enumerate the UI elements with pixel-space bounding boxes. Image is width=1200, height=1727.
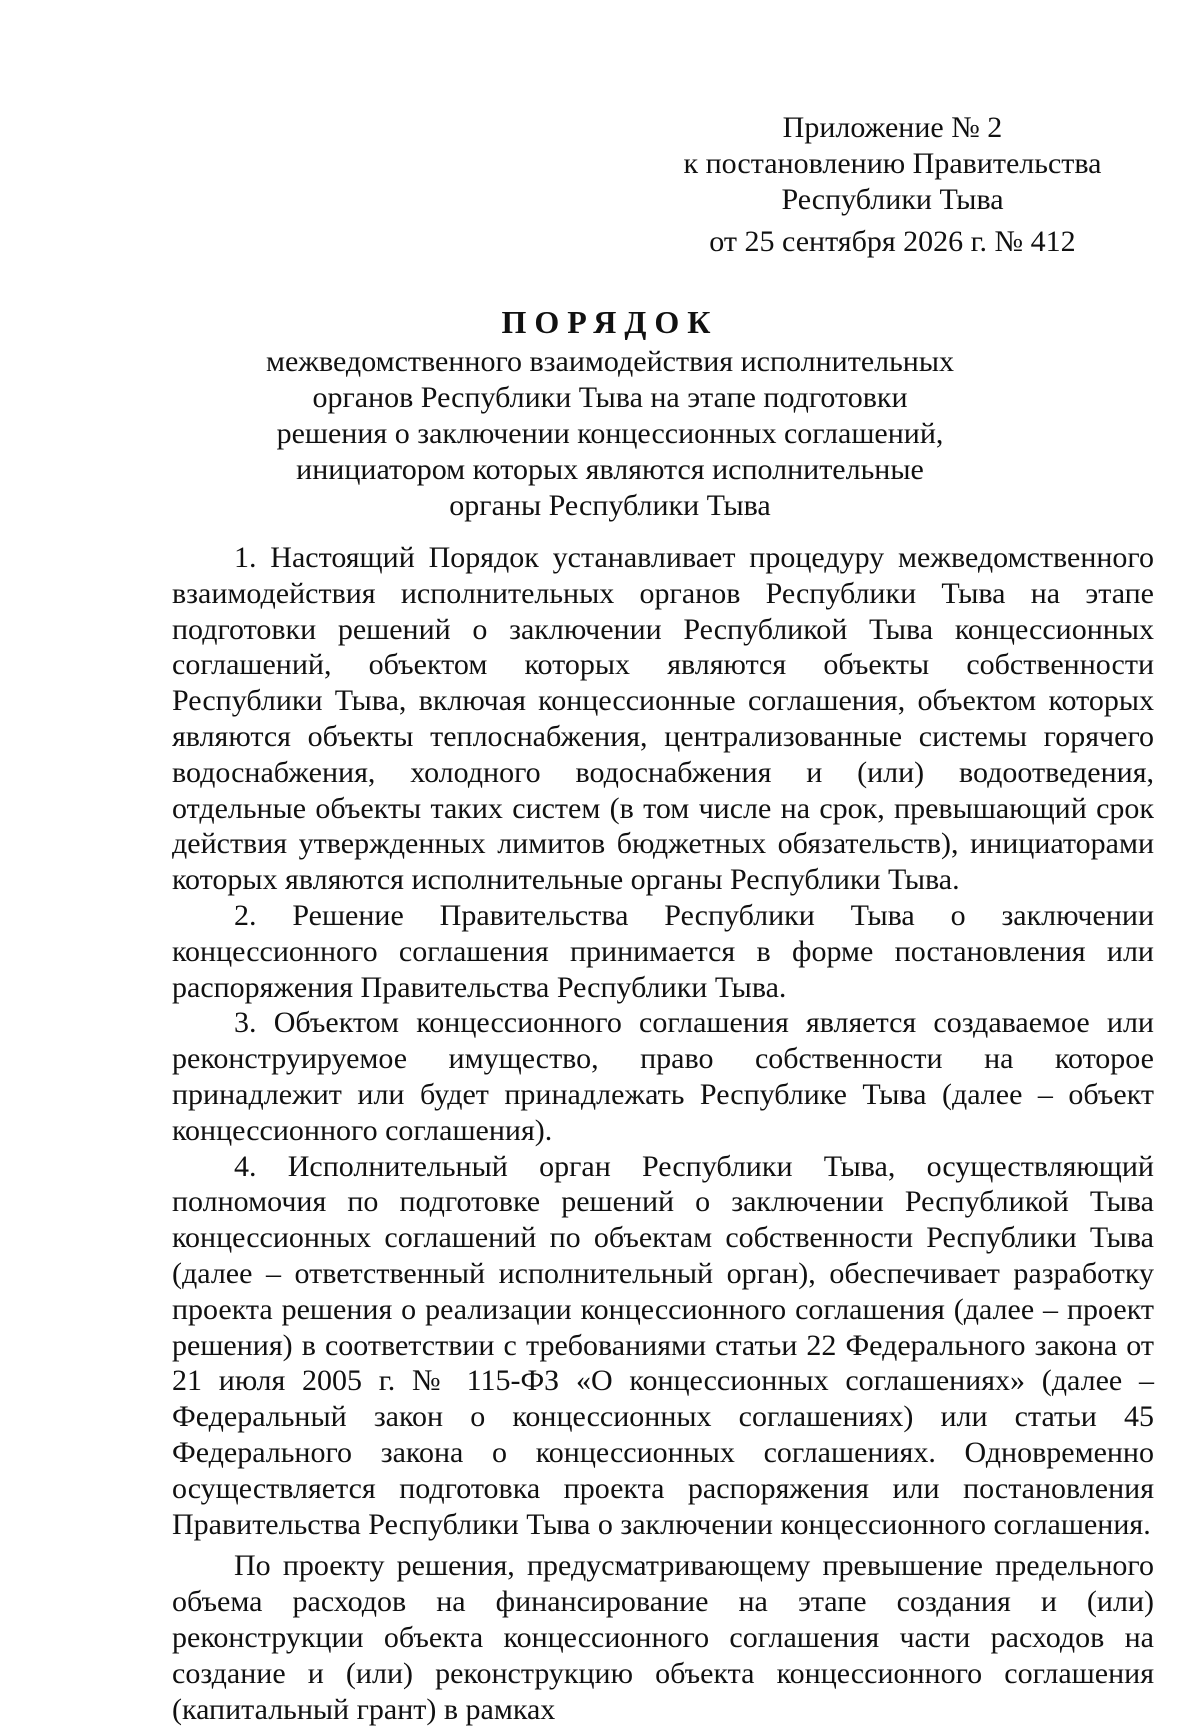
paragraph-2: 2. Решение Правительства Республики Тыва о заключении концессионного соглашения принимается в форме постановления или распоряжения Правительства Республики Тыва. <box>172 898 1154 1004</box>
document-body <box>172 540 1154 1727</box>
appendix-date: от 25 сентября 2026 г. № 412 <box>709 225 1076 258</box>
paragraph-3: 3. Объектом концессионного соглашения является создаваемое или реконструируемое имущество, право собственности на которое принадлежит или будет принадлежать Республике Тыва (далее – объект концессионного соглашения). <box>172 1006 1154 1147</box>
appendix-republic: Республики Тыва <box>781 183 1004 216</box>
title-line: решения о заключении концессионных соглашений, <box>276 417 944 450</box>
title-line: инициатором которых являются исполнительные <box>296 453 924 486</box>
paragraph-5: По проекту решения, предусматривающему превышение предельного объема расходов на финансирование на этапе создания и (или) реконструкции объекта концессионного соглашения части расходов на создание и (или) реконструкцию объекта концессионного соглашения (капитальный грант) в рамках <box>172 1549 1154 1726</box>
document-title <box>220 302 1000 524</box>
title-heading: ПОРЯДОК <box>501 304 719 340</box>
appendix-reference: к постановлению Правительства <box>683 147 1102 180</box>
title-line: межведомственного взаимодействия исполнительных <box>266 345 954 378</box>
appendix-number: Приложение № 2 <box>782 111 1003 144</box>
paragraph-1: 1. Настоящий Порядок устанавливает процедуру межведомственного взаимодействия исполнительных органов Республики Тыва на этапе подготовки решений о заключении Республикой Тыва концессионных соглашений, объектом которых являются объекты собственности Республики Тыва, включая концессионные соглашения, объектом которых являются объекты теплоснабжения, централизованные системы горячего водоснабжения, холодного водоснабжения и (или) водоотведения, отдельные объекты таких систем (в том числе на срок, превышающий срок действия утвержденных лимитов бюджетных обязательств), инициаторами которых являются исполнительные органы Республики Тыва. <box>172 541 1154 897</box>
title-line: органов Республики Тыва на этапе подготовки <box>312 381 908 414</box>
appendix-header <box>640 110 1145 260</box>
title-line: органы Республики Тыва <box>449 489 771 522</box>
paragraph-4: 4. Исполнительный орган Республики Тыва, осуществляющий полномочия по подготовке решений о заключении Республикой Тыва концессионных соглашений по объектам собственности Республики Тыва (далее – ответственный исполнительный орган), обеспечивает разработку проекта решения о реализации концессионного соглашения (далее – проект решения) в соответствии с требованиями статьи 22 Федерального закона от 21 июля 2005 г. № 115-ФЗ «О концессионных соглашениях» (далее – Федеральный закон о концессионных соглашениях) или статьи 45 Федерального закона о концессионных соглашениях. Одновременно осуществляется подготовка проекта распоряжения или постановления Правительства Республики Тыва о заключении концессионного соглашения. <box>172 1149 1154 1541</box>
